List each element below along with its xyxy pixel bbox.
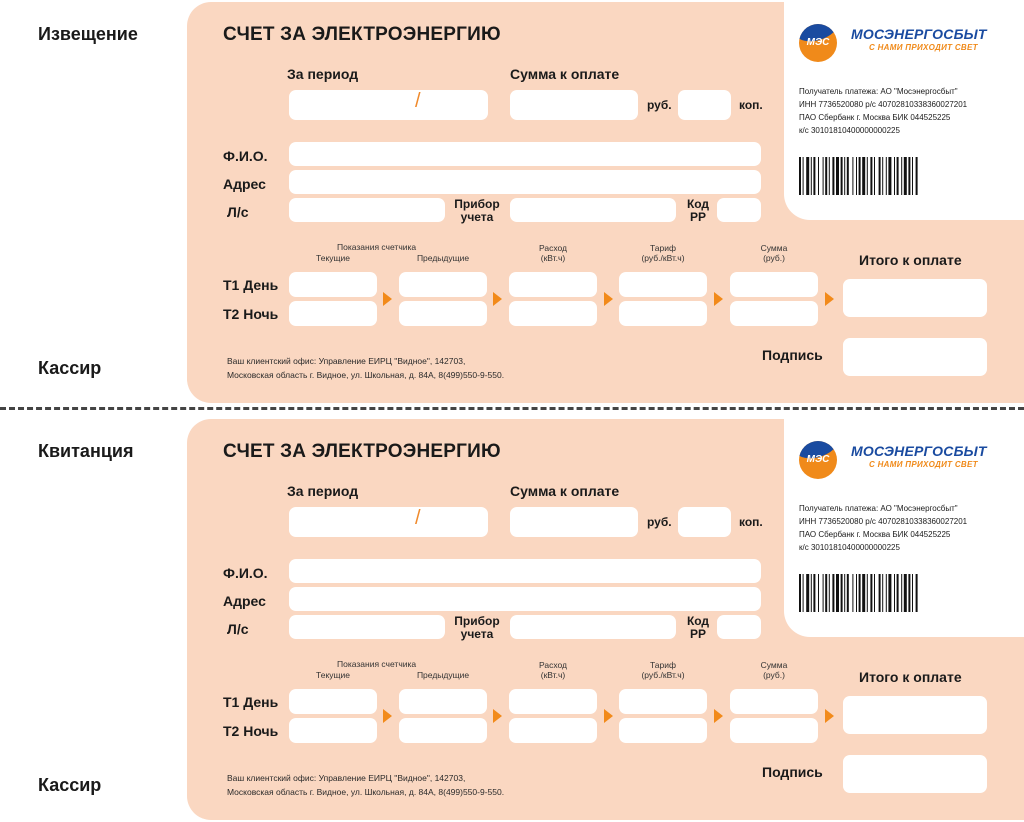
code-input[interactable]: [717, 615, 761, 639]
sum-header-line2: (руб.): [763, 253, 785, 263]
barcode-bar: [806, 574, 809, 612]
address-label: Адрес: [223, 176, 266, 192]
barcode-bar: [904, 574, 907, 612]
brand-name: МОСЭНЕРГОСБЫТ: [851, 26, 987, 42]
payee-line: ИНН 7736520080 р/с 40702810338360027201: [799, 517, 968, 526]
payee-corner: [784, 417, 1024, 637]
kop-label: коп.: [739, 98, 763, 112]
device-label: [452, 198, 502, 224]
account-input[interactable]: [289, 615, 445, 639]
barcode-bar: [847, 574, 849, 612]
account-input[interactable]: [289, 198, 445, 222]
barcode-bar: [897, 574, 899, 612]
tariff-header-line1: Тариф: [649, 243, 676, 253]
tariff-header-line2: (руб./кВт.ч): [641, 253, 685, 263]
barcode-bar: [901, 574, 902, 612]
brand-slogan: С НАМИ ПРИХОДИТ СВЕТ: [869, 460, 978, 469]
barcode-bar: [870, 574, 872, 612]
arrow-right-icon: [825, 709, 834, 723]
payee-line: к/с 30101810400000000225: [799, 543, 900, 552]
barcode-bar: [888, 157, 891, 195]
t1-sum-input[interactable]: [730, 272, 818, 297]
period-input[interactable]: [289, 90, 488, 120]
meter-readings-header: Показания счетчика: [337, 242, 417, 252]
payee-line: ИНН 7736520080 р/с 40702810338360027201: [799, 100, 968, 109]
barcode-bar: [813, 574, 815, 612]
barcode-bar: [901, 157, 902, 195]
t2-previous-input[interactable]: [399, 718, 487, 743]
arrow-right-icon: [825, 292, 834, 306]
cashier-label: Кассир: [38, 358, 102, 378]
total-label: Итого к оплате: [859, 669, 962, 685]
t2-tariff-input[interactable]: [619, 301, 707, 326]
barcode-bar: [818, 574, 819, 612]
barcode-bar: [888, 574, 891, 612]
barcode-bar: [823, 574, 824, 612]
barcode-bar: [806, 157, 809, 195]
code-label-line1: Код: [686, 197, 710, 211]
barcode-bar: [844, 157, 845, 195]
barcode-bar: [852, 157, 853, 195]
current-header: Текущие: [316, 253, 350, 263]
barcode-bar: [841, 574, 843, 612]
logo-text: МЭС: [806, 37, 830, 48]
fio-label: Ф.И.О.: [223, 148, 268, 164]
t1-current-input[interactable]: [289, 272, 377, 297]
barcode-bar: [823, 157, 824, 195]
address-label: Адрес: [223, 593, 266, 609]
sum-header-line2: (руб.): [763, 670, 785, 680]
code-label-line2: РР: [689, 627, 706, 641]
payee-line: Получатель платежа: АО "Мосэнергосбыт": [799, 504, 958, 513]
code-label-line1: Код: [686, 614, 710, 628]
period-label: За период: [287, 483, 359, 499]
barcode-bar: [894, 574, 895, 612]
t2-current-input[interactable]: [289, 718, 377, 743]
barcode-bar: [862, 157, 865, 195]
signature-input[interactable]: [843, 755, 987, 793]
address-input[interactable]: [289, 587, 761, 611]
device-label-line2: учета: [460, 210, 494, 224]
office-line: Ваш клиентский офис: Управление ЕИРЦ "Видное", 142703,: [227, 356, 466, 366]
office-line: Московская область г. Видное, ул. Школьная, д. 84А, 8(499)550-9-550.: [227, 370, 505, 380]
barcode-bar: [882, 574, 883, 612]
device-label: [452, 615, 502, 641]
barcode-bar: [867, 574, 868, 612]
barcode-bar: [886, 157, 887, 195]
previous-header: Предыдущие: [416, 670, 470, 680]
barcode-bar: [818, 157, 819, 195]
barcode-bar: [882, 157, 883, 195]
previous-header: Предыдущие: [416, 253, 470, 263]
t1-day-label: Т1 День: [223, 277, 279, 293]
payee-details: [799, 85, 967, 137]
payee-corner: [784, 0, 1024, 220]
payee-line: ПАО Сбербанк г. Москва БИК 044525225: [799, 113, 951, 122]
mes-logo-icon: [799, 24, 837, 62]
total-input[interactable]: [843, 279, 987, 317]
payee-line: Получатель платежа: АО "Мосэнергосбыт": [799, 87, 958, 96]
consumption-header: [509, 243, 597, 263]
barcode-bar: [799, 574, 801, 612]
tariff-header: [619, 243, 707, 263]
barcode-bar: [859, 574, 861, 612]
section-side-label: Квитанция: [38, 441, 134, 461]
barcode-bar: [856, 157, 857, 195]
period-separator: /: [415, 90, 421, 112]
total-input[interactable]: [843, 696, 987, 734]
barcode-bar: [886, 574, 887, 612]
fio-input[interactable]: [289, 142, 761, 166]
barcode-bar: [856, 574, 857, 612]
client-office-info: [227, 354, 504, 382]
t1-tariff-input[interactable]: [619, 689, 707, 714]
code-label: [681, 198, 715, 224]
arrow-right-icon: [714, 709, 723, 723]
t1-sum-input[interactable]: [730, 689, 818, 714]
payee-line: к/с 30101810400000000225: [799, 126, 900, 135]
office-line: Московская область г. Видное, ул. Школьная, д. 84А, 8(499)550-9-550.: [227, 787, 505, 797]
barcode-bar: [829, 157, 830, 195]
barcode-bar: [832, 157, 834, 195]
t2-current-input[interactable]: [289, 301, 377, 326]
t2-consumption-input[interactable]: [509, 718, 597, 743]
period-input[interactable]: [289, 507, 488, 537]
address-input[interactable]: [289, 170, 761, 194]
barcode-bar: [912, 574, 913, 612]
sum-header: [730, 660, 818, 680]
sum-header-line1: Сумма: [760, 660, 788, 670]
barcode-bar: [879, 157, 881, 195]
bill-title: СЧЕТ ЗА ЭЛЕКТРОЭНЕРГИЮ: [223, 24, 501, 45]
device-label-line2: учета: [460, 627, 494, 641]
barcode-bar: [836, 157, 839, 195]
bill-card: [187, 419, 1024, 820]
bill-title: СЧЕТ ЗА ЭЛЕКТРОЭНЕРГИЮ: [223, 441, 501, 462]
barcode-bar: [859, 157, 861, 195]
barcode-bar: [844, 574, 845, 612]
barcode-bar: [836, 574, 839, 612]
logo-text: МЭС: [806, 454, 830, 465]
device-label-line1: Прибор: [454, 197, 500, 211]
t2-night-label: Т2 Ночь: [223, 723, 279, 739]
fio-input[interactable]: [289, 559, 761, 583]
arrow-right-icon: [493, 292, 502, 306]
amount-label: Сумма к оплате: [510, 66, 620, 82]
amount-label: Сумма к оплате: [510, 483, 620, 499]
signature-label: Подпись: [762, 764, 823, 780]
barcode-bar: [894, 157, 895, 195]
consumption-header-line2: (кВт.ч): [540, 253, 566, 263]
barcode-bar: [870, 157, 872, 195]
payee-details: [799, 502, 967, 554]
t2-previous-input[interactable]: [399, 301, 487, 326]
payee-line: ПАО Сбербанк г. Москва БИК 044525225: [799, 530, 951, 539]
receipt-section: [0, 417, 1024, 822]
barcode-bar: [908, 157, 910, 195]
t1-consumption-input[interactable]: [509, 272, 597, 297]
t1-current-input[interactable]: [289, 689, 377, 714]
device-input[interactable]: [510, 198, 676, 222]
notice-section: [0, 0, 1024, 405]
barcode-bar: [867, 157, 868, 195]
code-label: [681, 615, 715, 641]
brand-slogan: С НАМИ ПРИХОДИТ СВЕТ: [869, 43, 978, 52]
arrow-right-icon: [383, 292, 392, 306]
barcode-bar: [825, 157, 827, 195]
signature-input[interactable]: [843, 338, 987, 376]
consumption-header-line2: (кВт.ч): [540, 670, 566, 680]
barcode-bar: [862, 574, 865, 612]
barcode-bar: [813, 157, 815, 195]
fio-label: Ф.И.О.: [223, 565, 268, 581]
signature-label: Подпись: [762, 347, 823, 363]
barcode-bar: [847, 157, 849, 195]
code-input[interactable]: [717, 198, 761, 222]
cashier-label: Кассир: [38, 775, 102, 795]
barcode-bar: [879, 574, 881, 612]
barcode-bar: [852, 574, 853, 612]
amount-kop-input[interactable]: [678, 507, 731, 537]
device-label-line1: Прибор: [454, 614, 500, 628]
cut-line-divider: [0, 407, 1024, 410]
barcode-bar: [874, 574, 875, 612]
device-input[interactable]: [510, 615, 676, 639]
kop-label: коп.: [739, 515, 763, 529]
barcode-bar: [799, 157, 801, 195]
barcode-bar: [904, 157, 907, 195]
consumption-header: [509, 660, 597, 680]
barcode-bar: [811, 157, 812, 195]
period-separator: /: [415, 507, 421, 529]
arrow-right-icon: [493, 709, 502, 723]
barcode-bar: [825, 574, 827, 612]
client-office-info: [227, 771, 504, 799]
mes-logo-icon: [799, 441, 837, 479]
barcode-bars: [799, 157, 918, 195]
arrow-right-icon: [714, 292, 723, 306]
barcode-bar: [916, 157, 918, 195]
t1-consumption-input[interactable]: [509, 689, 597, 714]
barcode-bars: [799, 574, 918, 612]
t2-night-label: Т2 Ночь: [223, 306, 279, 322]
amount-rub-input[interactable]: [510, 507, 638, 537]
t2-consumption-input[interactable]: [509, 301, 597, 326]
brand-name: МОСЭНЕРГОСБЫТ: [851, 443, 987, 459]
account-label: Л/с: [227, 204, 249, 220]
sum-header: [730, 243, 818, 263]
period-label: За период: [287, 66, 359, 82]
barcode-bar: [897, 157, 899, 195]
rub-label: руб.: [647, 515, 672, 529]
arrow-right-icon: [383, 709, 392, 723]
barcode-bar: [908, 574, 910, 612]
barcode: [799, 574, 989, 612]
code-label-line2: РР: [689, 210, 706, 224]
consumption-header-line1: Расход: [538, 660, 568, 670]
t1-day-label: Т1 День: [223, 694, 279, 710]
current-header: Текущие: [316, 670, 350, 680]
barcode-bar: [829, 574, 830, 612]
barcode-bar: [832, 574, 834, 612]
barcode-bar: [912, 157, 913, 195]
section-side-label: Извещение: [38, 24, 138, 44]
bill-card: [187, 2, 1024, 403]
arrow-right-icon: [604, 292, 613, 306]
barcode-bar: [803, 574, 804, 612]
t2-tariff-input[interactable]: [619, 718, 707, 743]
barcode-bar: [811, 574, 812, 612]
tariff-header-line1: Тариф: [649, 660, 676, 670]
amount-rub-input[interactable]: [510, 90, 638, 120]
tariff-header-line2: (руб./кВт.ч): [641, 670, 685, 680]
consumption-header-line1: Расход: [538, 243, 568, 253]
amount-kop-input[interactable]: [678, 90, 731, 120]
tariff-header: [619, 660, 707, 680]
t1-previous-input[interactable]: [399, 272, 487, 297]
barcode-bar: [874, 157, 875, 195]
t2-sum-input[interactable]: [730, 718, 818, 743]
t1-previous-input[interactable]: [399, 689, 487, 714]
barcode: [799, 157, 989, 195]
sum-header-line1: Сумма: [760, 243, 788, 253]
barcode-bar: [803, 157, 804, 195]
arrow-right-icon: [604, 709, 613, 723]
barcode-bar: [841, 157, 843, 195]
meter-readings-header: Показания счетчика: [337, 659, 417, 669]
t2-sum-input[interactable]: [730, 301, 818, 326]
office-line: Ваш клиентский офис: Управление ЕИРЦ "Видное", 142703,: [227, 773, 466, 783]
t1-tariff-input[interactable]: [619, 272, 707, 297]
account-label: Л/с: [227, 621, 249, 637]
total-label: Итого к оплате: [859, 252, 962, 268]
rub-label: руб.: [647, 98, 672, 112]
barcode-bar: [916, 574, 918, 612]
